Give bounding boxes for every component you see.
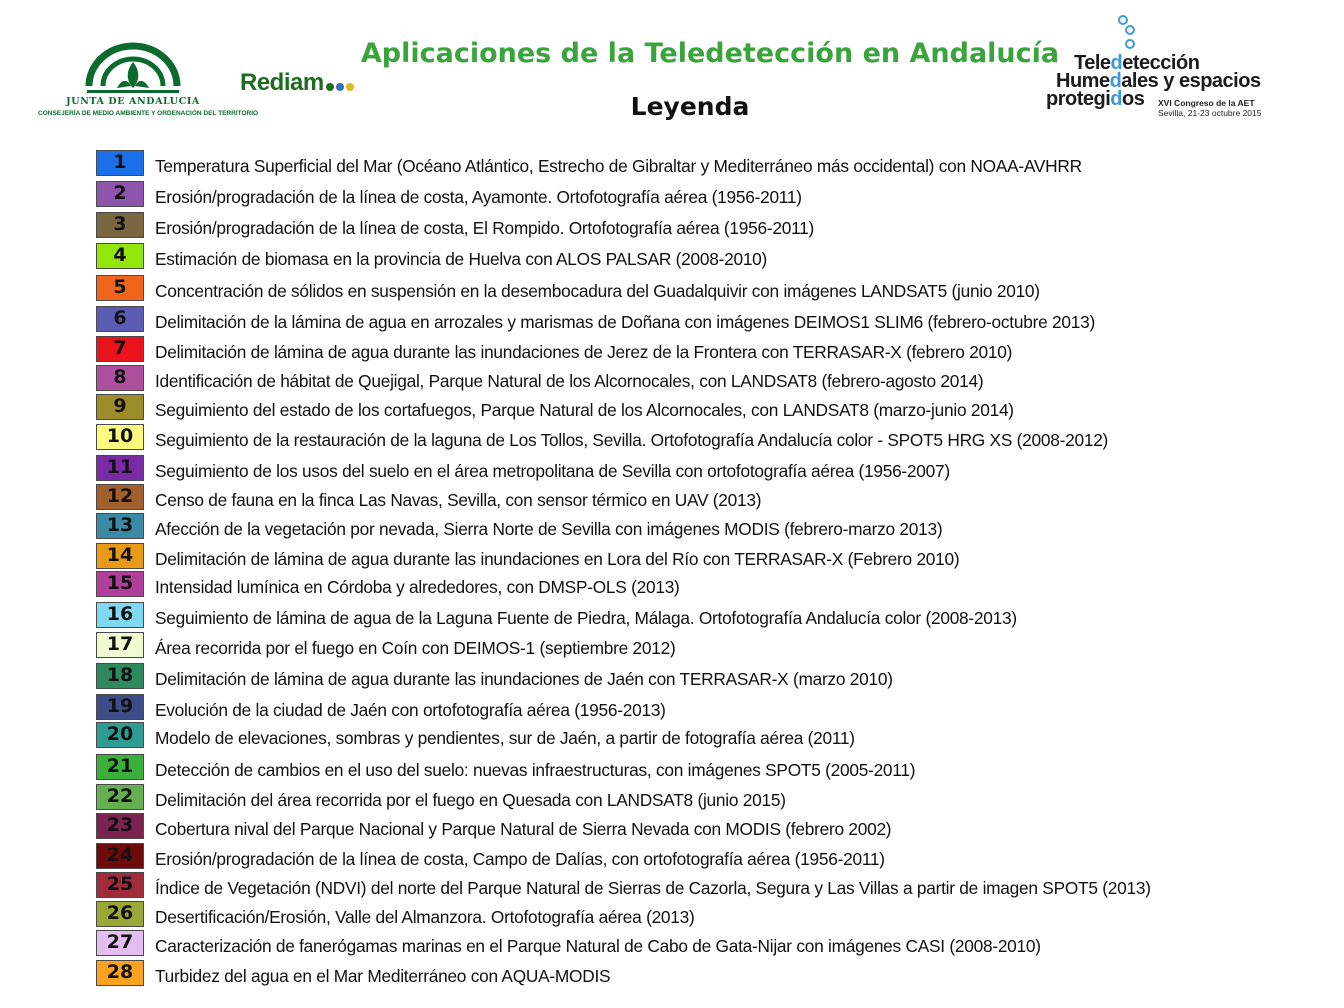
legend-item [0,424,1344,454]
legend-swatch: 19 [96,694,144,720]
legend-swatch: 28 [96,960,144,986]
legend-item [0,930,1344,960]
legend-label: Modelo de elevaciones, sombras y pendientes, sur de Jaén, a partir de fotografía aérea (2011) [155,728,855,748]
legend-item [0,306,1344,336]
legend-label: Seguimiento de lámina de agua de la Laguna Fuente de Piedra, Málaga. Ortofotografía Andalucía color (2008-2013) [155,608,1017,628]
legend-label: Censo de fauna en la finca Las Navas, Sevilla, con sensor térmico en UAV (2013) [155,490,762,510]
legend-label: Estimación de biomasa en la provincia de Huelva con ALOS PALSAR (2008-2010) [155,249,768,269]
legend-label: Índice de Vegetación (NDVI) del norte del Parque Natural de Sierras de Cazorla, Segura y Las Villas a partir de imagen SPOT5 (2013) [155,878,1151,898]
legend-item [0,150,1344,180]
legend-swatch: 14 [96,543,144,569]
legend-label: Delimitación de lámina de agua durante las inundaciones en Lora del Río con TERRASAR-X (Febrero 2010) [155,549,960,569]
legend-swatch: 10 [96,424,144,450]
congress-place: Sevilla, 21-23 octubre 2015 [1158,108,1262,118]
page-title: Aplicaciones de la Teledetección en Andalucía [360,38,1060,69]
legend-item [0,243,1344,273]
legend-swatch: 8 [96,365,144,391]
legend-label: Delimitación del área recorrida por el fuego en Quesada con LANDSAT8 (junio 2015) [155,790,786,810]
legend-label: Cobertura nival del Parque Nacional y Parque Natural de Sierra Nevada con MODIS (febrero 2002) [155,819,892,839]
page-subtitle: Leyenda [630,92,750,121]
legend-swatch: 1 [96,150,144,176]
legend-swatch: 7 [96,336,144,362]
legend-item [0,275,1344,305]
legend-item [0,754,1344,784]
legend-label: Turbidez del agua en el Mar Mediterráneo con AQUA-MODIS [155,966,611,986]
legend-item [0,872,1344,902]
legend-item [0,455,1344,485]
legend-item [0,543,1344,573]
legend-item [0,663,1344,693]
legend-item [0,722,1344,752]
legend-swatch: 2 [96,181,144,207]
legend-swatch: 18 [96,663,144,689]
legend-swatch: 9 [96,394,144,420]
legend-swatch: 3 [96,212,144,238]
congress-name: XVI Congreso de la AET [1158,98,1255,108]
legend-swatch: 5 [96,275,144,301]
legend-label: Concentración de sólidos en suspensión en la desembocadura del Guadalquivir con imágenes LANDSAT5 (junio 2010) [155,281,1040,301]
legend-swatch: 25 [96,872,144,898]
legend-swatch: 22 [96,784,144,810]
legend-swatch: 12 [96,484,144,510]
legend-swatch: 24 [96,843,144,869]
legend-swatch: 4 [96,243,144,269]
legend-item [0,394,1344,424]
legend-swatch: 16 [96,602,144,628]
rediam-text: Rediam [240,69,324,96]
legend-swatch: 20 [96,722,144,748]
legend-item [0,960,1344,990]
legend-swatch: 21 [96,754,144,780]
legend-label: Delimitación de lámina de agua durante las inundaciones de Jerez de la Frontera con TERRASAR-X (febrero 2010) [155,342,1013,362]
legend-swatch: 17 [96,632,144,658]
legend-label: Área recorrida por el fuego en Coín con DEIMOS-1 (septiembre 2012) [155,638,676,658]
legend-item [0,571,1344,601]
legend-swatch: 13 [96,513,144,539]
legend-label: Seguimiento del estado de los cortafuegos, Parque Natural de los Alcornocales, con LANDSAT8 (marzo-junio 2014) [155,400,1014,420]
legend-label: Seguimiento de la restauración de la laguna de Los Tollos, Sevilla. Ortofotografía Andalucía color - SPOT5 HRG XS (2008-2012) [155,430,1109,450]
legend-label: Identificación de hábitat de Quejigal, Parque Natural de los Alcornocales, con LANDSAT8 (febrero-agosto 2014) [155,371,984,391]
legend-label: Seguimiento de los usos del suelo en el área metropolitana de Sevilla con ortofotografía aérea (1956-2007) [155,461,950,481]
legend-label: Afección de la vegetación por nevada, Sierra Norte de Sevilla con imágenes MODIS (febrero-marzo 2013) [155,519,943,539]
legend-item [0,513,1344,543]
legend-item [0,694,1344,724]
legend-item [0,813,1344,843]
legend-item [0,901,1344,931]
legend-item [0,843,1344,873]
legend-swatch: 27 [96,930,144,956]
tele-line-1: Teledetección [1074,52,1200,74]
legend-swatch: 6 [96,306,144,332]
legend-label: Erosión/progradación de la línea de costa, Ayamonte. Ortofotografía aérea (1956-2011) [155,187,802,207]
tele-line-3: protegidos [1046,88,1145,110]
legend-item [0,784,1344,814]
legend-label: Erosión/progradación de la línea de costa, El Rompido. Ortofotografía aérea (1956-2011) [155,218,815,238]
legend-item [0,212,1344,242]
legend-swatch: 11 [96,455,144,481]
legend-label: Desertificación/Erosión, Valle del Almanzora. Ortofotografía aérea (2013) [155,907,695,927]
legend-swatch: 26 [96,901,144,927]
legend-swatch: 15 [96,571,144,597]
legend-label: Delimitación de la lámina de agua en arrozales y marismas de Doñana con imágenes DEIMOS1 SLIM6 (febrero-octubre 2013) [155,312,1095,332]
legend-item [0,365,1344,395]
legend-swatch: 23 [96,813,144,839]
legend-label: Delimitación de lámina de agua durante las inundaciones de Jaén con TERRASAR-X (marzo 2010) [155,669,893,689]
legend-label: Intensidad lumínica en Córdoba y alrededores, con DMSP-OLS (2013) [155,577,680,597]
legend-label: Caracterización de fanerógamas marinas en el Parque Natural de Cabo de Gata-Nijar con imágenes CASI (2008-2010) [155,936,1041,956]
junta-department: CONSEJERÍA DE MEDIO AMBIENTE Y ORDENACIÓN DEL TERRITORIO [38,110,259,117]
legend-item [0,602,1344,632]
junta-name: JUNTA DE ANDALUCIA [66,96,200,107]
legend-label: Erosión/progradación de la línea de costa, Campo de Dalías, con ortofotografía aérea (1956-2011) [155,849,885,869]
legend-item [0,336,1344,366]
legend-item [0,632,1344,662]
tele-line-2: Humedales y espacios [1056,70,1261,92]
legend-item [0,181,1344,211]
legend-item [0,484,1344,514]
legend-label: Detección de cambios en el uso del suelo: nuevas infraestructuras, con imágenes SPOT5 (2005-2011) [155,760,916,780]
legend-label: Evolución de la ciudad de Jaén con ortofotografía aérea (1956-2013) [155,700,666,720]
legend-label: Temperatura Superficial del Mar (Océano Atlántico, Estrecho de Gibraltar y Mediterráneo más occidental) con NOAA-AVHRR [155,156,1082,176]
